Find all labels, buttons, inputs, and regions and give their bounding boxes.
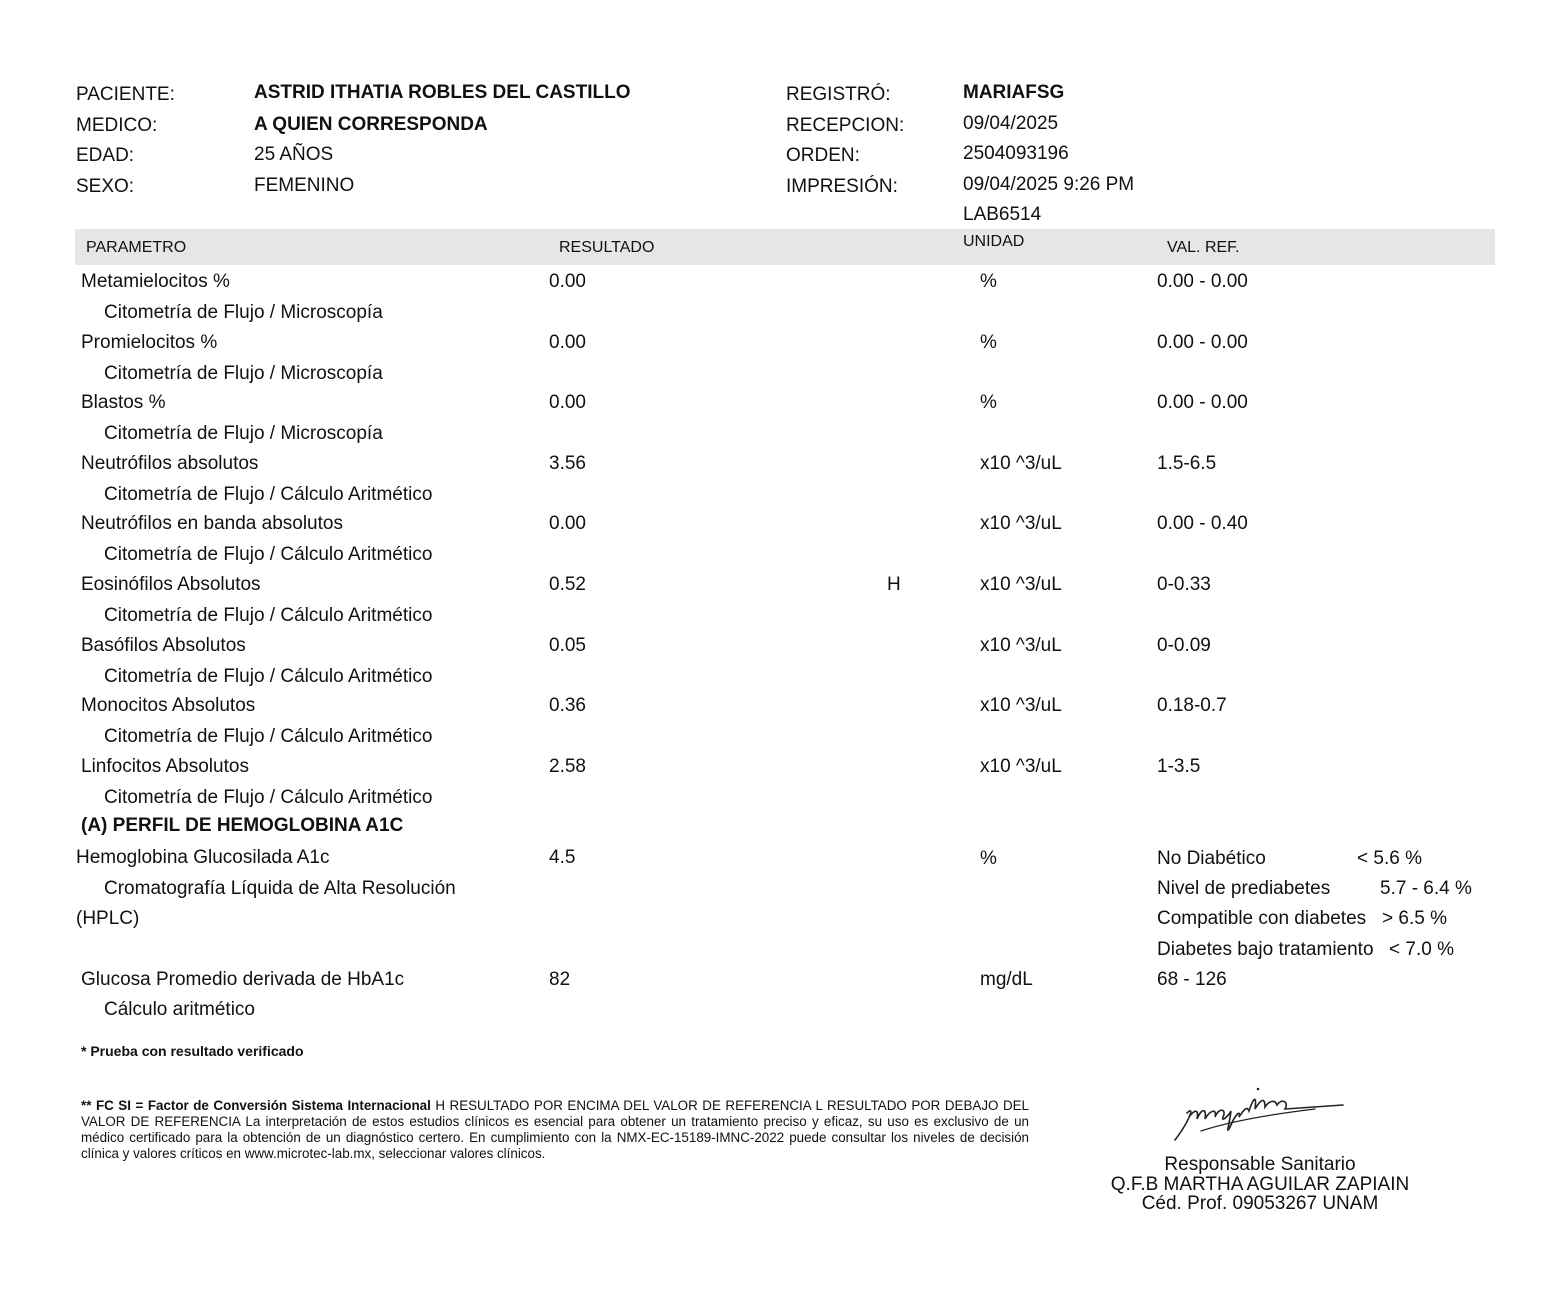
registered-value: MARIAFSG <box>963 82 1065 103</box>
signer-name: Q.F.B MARTHA AGUILAR ZAPIAIN <box>1110 1173 1410 1195</box>
row-unit: % <box>980 271 997 292</box>
row-parameter-name: Blastos % <box>81 392 166 413</box>
row-result: 3.56 <box>549 453 586 474</box>
order-label: ORDEN: <box>786 145 860 166</box>
header-ref: VAL. REF. <box>1167 239 1240 256</box>
glucose-result: 82 <box>549 969 571 990</box>
row-reference: 0.00 - 0.00 <box>1157 392 1248 413</box>
row-parameter-name: Eosinófilos Absolutos <box>81 574 261 595</box>
reception-value: 09/04/2025 <box>963 113 1059 134</box>
ref-value-2: 5.7 - 6.4 % <box>1380 878 1472 899</box>
ref-label-2: Nivel de prediabetes <box>1157 878 1331 899</box>
row-unit: x10 ^3/uL <box>980 453 1062 474</box>
row-method: Citometría de Flujo / Cálculo Aritmético <box>104 605 433 626</box>
row-method: Citometría de Flujo / Microscopía <box>104 423 383 444</box>
row-result: 2.58 <box>549 756 586 777</box>
row-result: 0.36 <box>549 695 586 716</box>
row-parameter-name: Neutrófilos absolutos <box>81 453 259 474</box>
doctor-name: A QUIEN CORRESPONDA <box>254 114 488 135</box>
row-parameter-name: Promielocitos % <box>81 332 218 353</box>
row-unit: x10 ^3/uL <box>980 513 1062 534</box>
row-parameter-name: Linfocitos Absolutos <box>81 756 249 777</box>
row-reference: 0.18-0.7 <box>1157 695 1227 716</box>
signer-block <box>1090 1155 1430 1214</box>
row-result: 0.00 <box>549 392 586 413</box>
row-unit: x10 ^3/uL <box>980 695 1062 716</box>
row-unit: % <box>980 392 997 413</box>
print-value: 09/04/2025 9:26 PM <box>963 174 1135 195</box>
ref-value-3: > 6.5 % <box>1382 908 1447 929</box>
row-reference: 1-3.5 <box>1157 756 1201 777</box>
row-method: Citometría de Flujo / Cálculo Aritmético <box>104 484 433 505</box>
row-unit: x10 ^3/uL <box>980 635 1062 656</box>
ref-value-4: < 7.0 % <box>1389 939 1454 960</box>
row-parameter-name: Metamielocitos % <box>81 271 230 292</box>
row-result: 0.00 <box>549 271 586 292</box>
hba1c-unit: % <box>980 848 997 869</box>
row-method: Citometría de Flujo / Cálculo Aritmético <box>104 544 433 565</box>
row-method: Citometría de Flujo / Microscopía <box>104 363 383 384</box>
row-parameter-name: Neutrófilos en banda absolutos <box>81 513 343 534</box>
row-unit: x10 ^3/uL <box>980 574 1062 595</box>
header-result: RESULTADO <box>559 239 655 256</box>
section-title: (A) PERFIL DE HEMOGLOBINA A1C <box>81 815 404 836</box>
ref-label-4: Diabetes bajo tratamiento <box>1157 939 1374 960</box>
glucose-ref: 68 - 126 <box>1157 969 1227 990</box>
header-param: PARAMETRO <box>86 239 187 256</box>
doctor-label: MEDICO: <box>76 115 158 136</box>
row-method: Citometría de Flujo / Microscopía <box>104 302 383 323</box>
hba1c-method-cont: (HPLC) <box>76 908 140 929</box>
disclaimer-text: H RESULTADO POR ENCIMA DEL VALOR DE REFERENCIA L RESULTADO POR DEBAJO DEL VALOR DE REFERENCIA La interpretación de estos estudios clínicos es esencial para obtener un tratamiento preciso y eficaz, su uso es exclusivo de un médico certificado para la obtención de un diagnóstico certero. En cumplimiento con la NMX-EC-15189-IMNC-2022 puede consultar los niveles de decisión clínica y valores críticos en www.microtec-lab.mx, seleccionar valores clínicos. <box>81 1098 1030 1161</box>
glucose-method: Cálculo aritmético <box>104 999 255 1020</box>
disclaimer-bold: ** FC SI = Factor de Conversión Sistema Internacional <box>81 1098 431 1113</box>
row-result: 0.52 <box>549 574 586 595</box>
glucose-unit: mg/dL <box>980 969 1033 990</box>
row-reference: 0.00 - 0.40 <box>1157 513 1248 534</box>
row-reference: 1.5-6.5 <box>1157 453 1217 474</box>
hba1c-result: 4.5 <box>549 847 576 868</box>
hba1c-name: Hemoglobina Glucosilada A1c <box>76 847 330 868</box>
row-method: Citometría de Flujo / Cálculo Aritmético <box>104 726 433 747</box>
age-value: 25 AÑOS <box>254 144 334 165</box>
lab-code: LAB6514 <box>963 204 1042 225</box>
ref-value-1: < 5.6 % <box>1357 848 1422 869</box>
row-flag: H <box>887 574 901 595</box>
hba1c-method: Cromatografía Líquida de Alta Resolución <box>104 878 456 899</box>
row-parameter-name: Monocitos Absolutos <box>81 695 256 716</box>
row-reference: 0-0.09 <box>1157 635 1211 656</box>
row-reference: 0.00 - 0.00 <box>1157 332 1248 353</box>
row-result: 0.00 <box>549 513 586 534</box>
row-method: Citometría de Flujo / Cálculo Aritmético <box>104 666 433 687</box>
sex-label: SEXO: <box>76 176 135 197</box>
header-unit: UNIDAD <box>963 233 1025 250</box>
glucose-name: Glucosa Promedio derivada de HbA1c <box>81 969 405 990</box>
table-header <box>75 229 1495 265</box>
ref-label-1: No Diabético <box>1157 848 1266 869</box>
reception-label: RECEPCION: <box>786 115 905 136</box>
row-unit: % <box>980 332 997 353</box>
row-parameter-name: Basófilos Absolutos <box>81 635 246 656</box>
ref-label-3: Compatible con diabetes <box>1157 908 1367 929</box>
row-method: Citometría de Flujo / Cálculo Aritmético <box>104 787 433 808</box>
row-result: 0.00 <box>549 332 586 353</box>
verified-note: * Prueba con resultado verificado <box>81 1043 304 1059</box>
registered-label: REGISTRÓ: <box>786 84 891 105</box>
age-label: EDAD: <box>76 145 135 166</box>
signer-role: Responsable Sanitario <box>1164 1154 1356 1175</box>
order-value: 2504093196 <box>963 143 1069 164</box>
row-unit: x10 ^3/uL <box>980 756 1062 777</box>
row-result: 0.05 <box>549 635 586 656</box>
signer-license: Céd. Prof. 09053267 UNAM <box>1141 1193 1379 1214</box>
patient-name: ASTRID ITHATIA ROBLES DEL CASTILLO <box>254 82 631 103</box>
sex-value: FEMENINO <box>254 175 355 196</box>
patient-label: PACIENTE: <box>76 84 175 105</box>
row-reference: 0.00 - 0.00 <box>1157 271 1248 292</box>
disclaimer <box>81 1098 1029 1162</box>
row-reference: 0-0.33 <box>1157 574 1211 595</box>
signature-image <box>1165 1075 1355 1150</box>
print-label: IMPRESIÓN: <box>786 176 898 197</box>
